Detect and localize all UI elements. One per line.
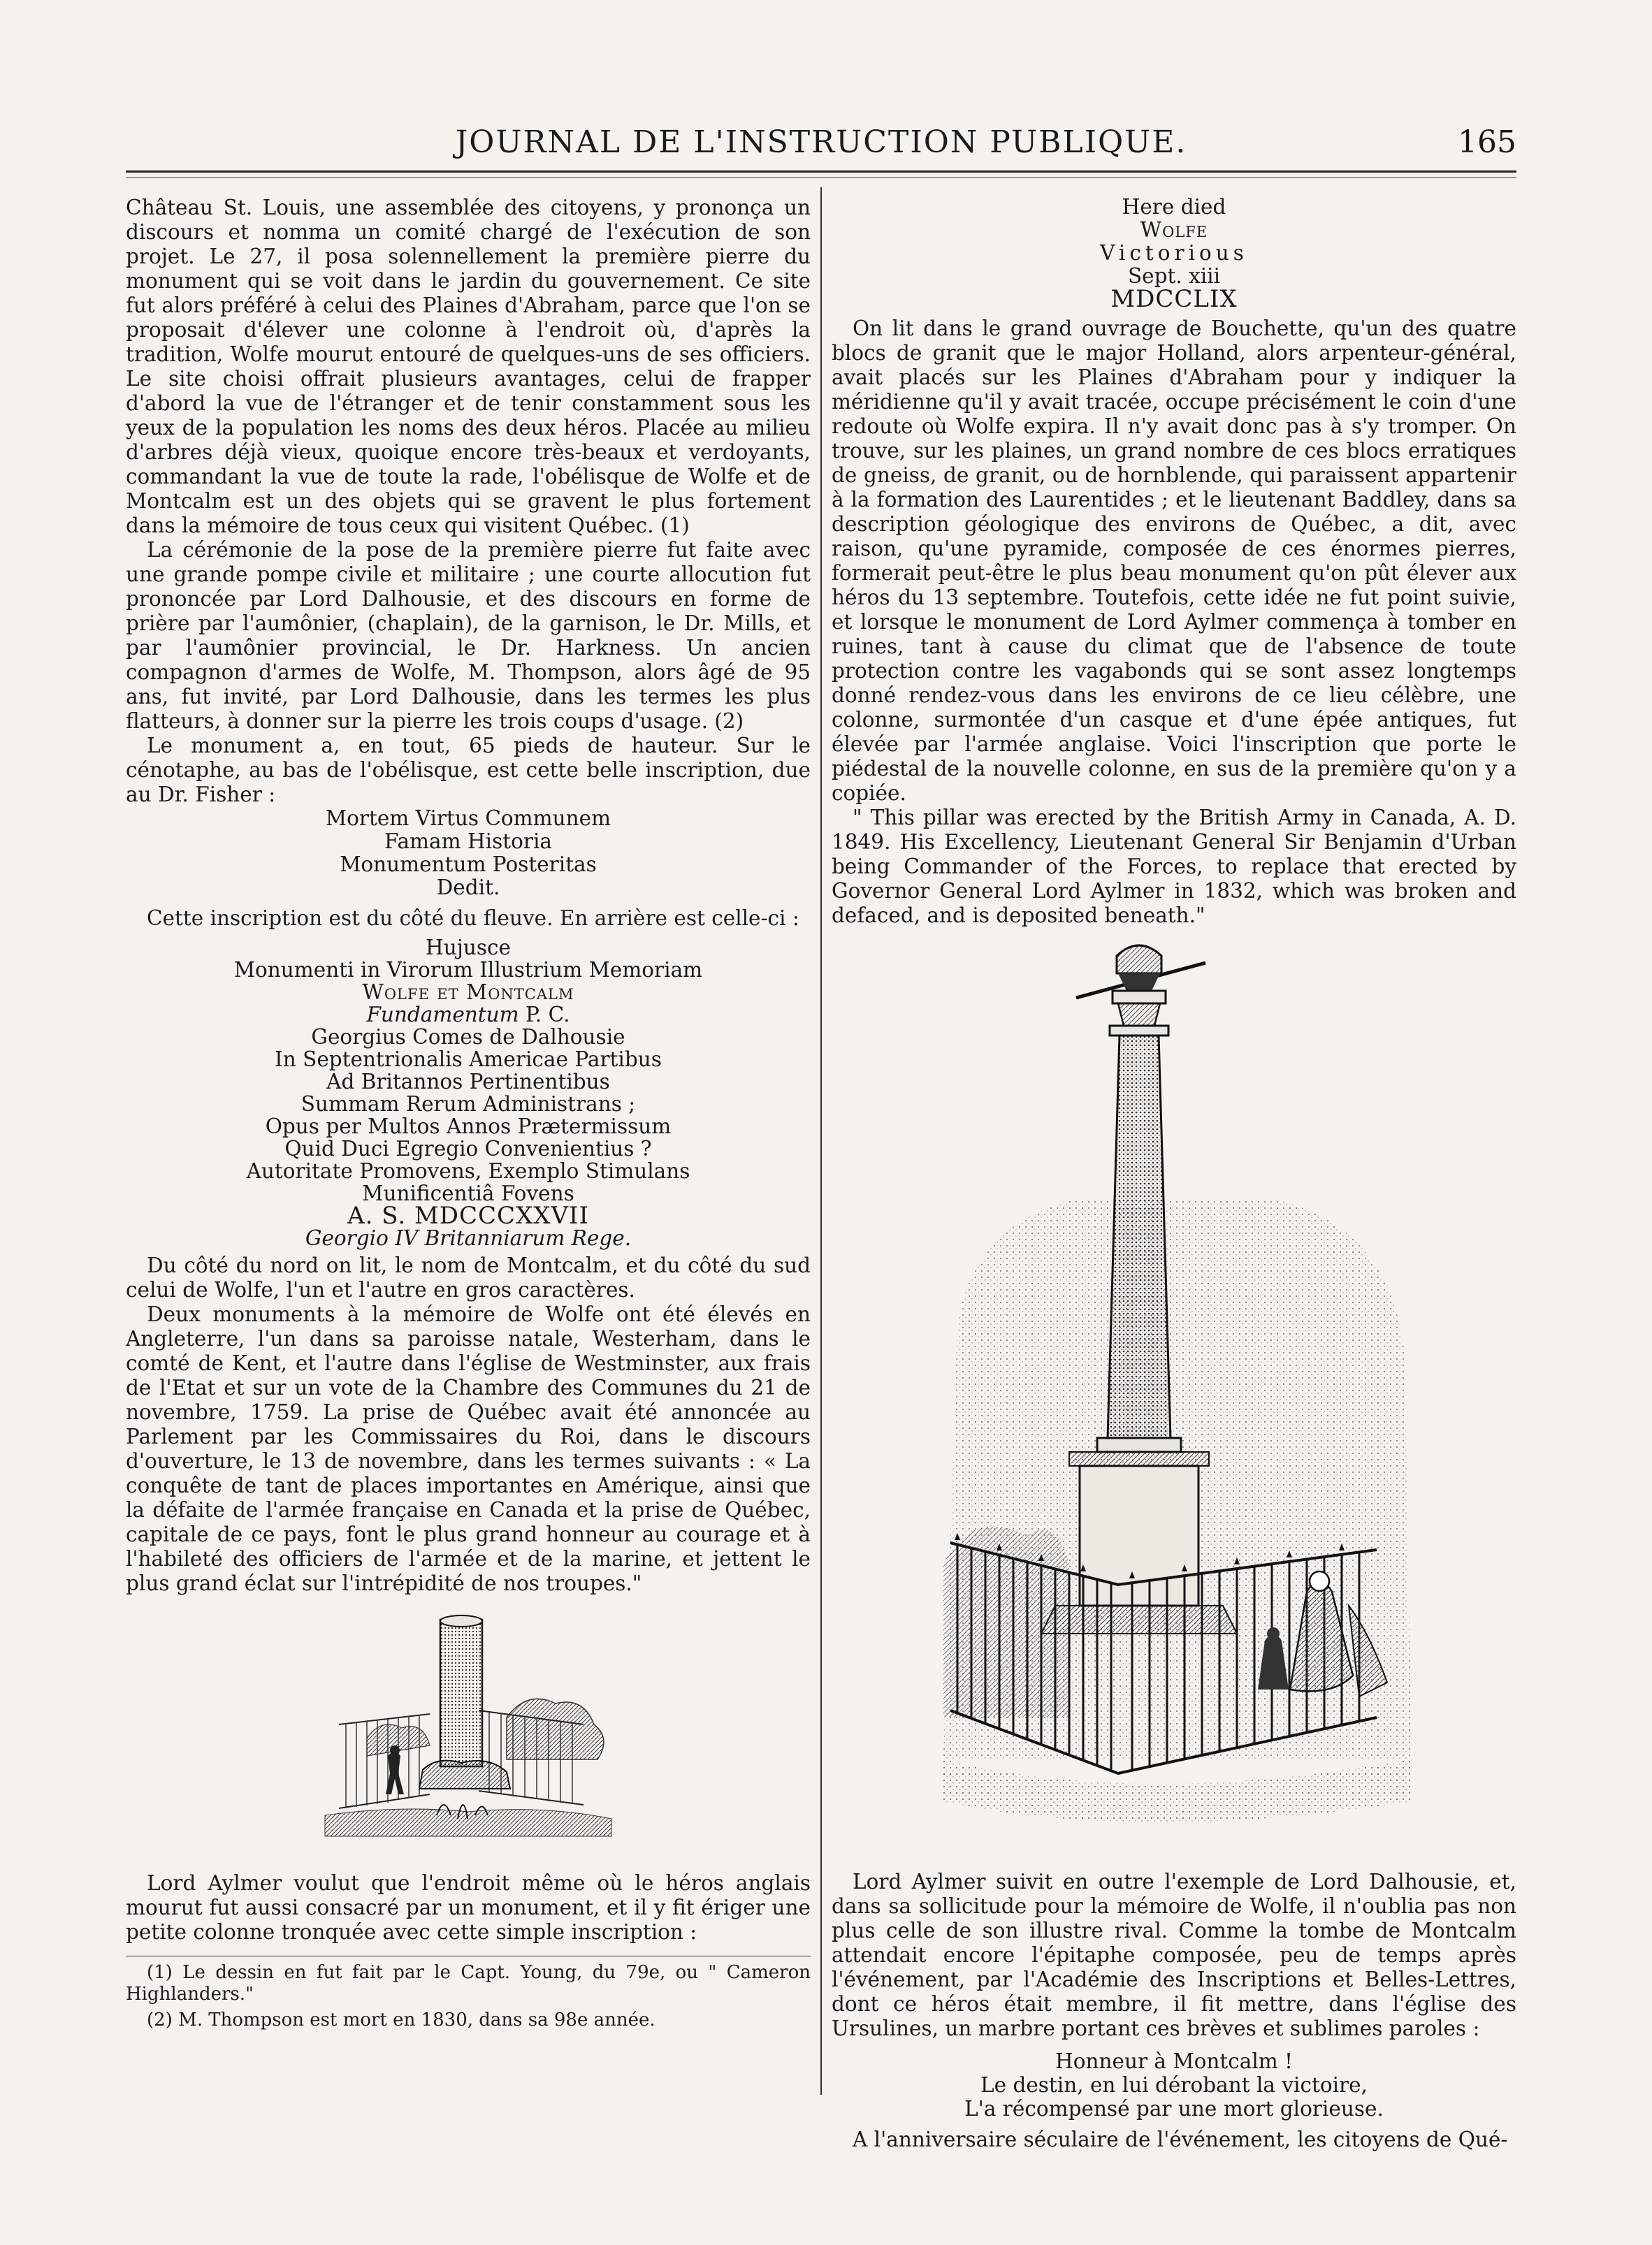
right-column <box>832 196 1516 2152</box>
inscription-line: Victorious <box>1100 241 1248 265</box>
epitaph-montcalm <box>832 2049 1516 2121</box>
inscription-here-died <box>832 196 1516 311</box>
inscription-line: MDCCLIX <box>1110 285 1238 313</box>
inscription-line: In Septentrionalis Americae Partibus <box>275 1047 662 1071</box>
inscription-word: P. C. <box>519 1003 570 1026</box>
inscription-word: Fundamentum <box>366 1003 519 1026</box>
paragraph: Lord Aylmer suivit en outre l'exemple de Lord Dalhousie, et, dans sa sollicitude pour la mémoire de Wolfe, il n'oublia pas non plus celle de son illustre rival. Comme la tombe de Montcalm attendait encore l'épitaphe composée, peu de temps après l'événement, par l'Académie des Inscriptions et Belles-Lettres, dont ce héros était membre, il fit mettre, dans l'église des Ursulines, un marbre portant ces brèves et sublimes paroles : <box>832 1870 1516 2040</box>
paragraph: Château St. Louis, une assemblée des citoyens, y prononça un discours et nomma un comité chargé de l'exécution de son projet. Le 27, il posa solennellement la première pierre du monument qui se voit dans le jardin du gouvernement. Ce site fut alors préféré à celui des Plaines d'Abraham, parce que l'on se proposait d'élever une colonne à l'endroit où, d'après la tradition, Wolfe mourut entouré de quelques-uns de ses officiers. Le site choisi offrait plusieurs avantages, celui de frapper d'abord la vue de l'étranger et de tenir constamment sous les yeux de la population les noms des deux héros. Placée au milieu d'arbres déjà vieux, quoique encore très-beaux et verdoyants, commandant la vue de toute la rade, l'obélisque de Wolfe et de Montcalm est un des objets qui se gravent le plus fortement dans la mémoire de tous ceux qui visitent Québec. (1) <box>126 196 811 537</box>
paragraph: Cette inscription est du côté du fleuve. En arrière est celle-ci : <box>147 906 799 930</box>
paragraph: Deux monuments à la mémoire de Wolfe ont été élevés en Angleterre, l'un dans sa paroisse natale, Westerham, dans le comté de Kent, et l'autre dans l'église de Westminster, aux frais de l'Etat et sur un vote de la Chambre des Communes du 21 de novembre, 1759. La prise de Québec avait été annoncée au Parlement par les Commissaires du Roi, dans le discours d'ouverture, le 13 de novembre, dans les termes suivants : « La conquête de tant de places importantes en Amérique, ainsi que la défaite de l'armée française en Canada et la prise de Québec, capitale de ce pays, font le plus grand honneur au courage et à l'habileté des officiers de l'armée et de la marine, et jettent le plus grand éclat sur l'intrépidité de nos troupes." <box>126 1302 811 1595</box>
inscription-line: Famam Historia <box>384 829 552 853</box>
inscription-line: Quid Duci Egregio Convenientius ? <box>284 1137 652 1161</box>
inscription-line: Sept. xiii <box>1127 264 1221 288</box>
inscription-line: Georgius Comes de Dalhousie <box>311 1025 625 1049</box>
inscription-line: Dedit. <box>436 876 500 899</box>
left-column <box>126 196 811 2031</box>
wolfe-pillar-monument-engraving <box>929 935 1419 1857</box>
page-number: 165 <box>1458 124 1516 160</box>
epitaph-line: Honneur à Montcalm ! <box>1055 2049 1293 2073</box>
header-rule <box>126 170 1516 173</box>
truncated-column-monument-engraving <box>318 1606 618 1864</box>
column-divider <box>820 187 822 2095</box>
paragraph: Le monument a, en tout, 65 pieds de hauteur. Sur le cénotaphe, au bas de l'obélisque, est cette belle inscription, due au Dr. Fisher : <box>126 734 811 806</box>
epitaph-line: L'a récompensé par une mort glorieuse. <box>964 2097 1384 2121</box>
inscription-line: Hujusce <box>426 936 511 959</box>
inscription-line: Wolfe <box>1140 218 1208 242</box>
inscription-fisher <box>126 807 811 899</box>
epitaph-line: Le destin, en lui dérobant la victoire, <box>980 2073 1368 2097</box>
inscription-line: Georgio IV Britanniarum Rege. <box>305 1226 632 1250</box>
paragraph: A l'anniversaire séculaire de l'événement, les citoyens de Qué- <box>853 2128 1508 2151</box>
inscription-line: Monumentum Posteritas <box>340 852 597 876</box>
inscription-line: Autoritate Promovens, Exemplo Stimulans <box>246 1159 690 1183</box>
paragraph: " This pillar was erected by the British Army in Canada, A. D. 1849. His Excellency, Lieutenant General Sir Benjamin d'Urban being Commander of the Forces, to replace that erected by Governor General Lord Aylmer in 1832, which was broken and defaced, and is deposited beneath." <box>832 806 1516 927</box>
inscription-line: Summam Rerum Administrans ; <box>300 1092 636 1116</box>
footnote-1: (1) Le dessin en fut fait par le Capt. Young, du 79e, ou " Cameron Highlanders." <box>126 1962 811 2005</box>
inscription-line: A. S. MDCCCXXVII <box>347 1202 589 1230</box>
inscription-line: Opus per Multos Annos Prætermissum <box>265 1114 672 1138</box>
footnote-2: (2) M. Thompson est mort en 1830, dans sa 98e année. <box>147 2010 655 2030</box>
inscription-line: Ad Britannos Pertinentibus <box>326 1070 610 1094</box>
inscription-dalhousie <box>126 936 811 1249</box>
paragraph: On lit dans le grand ouvrage de Bouchette, qu'un des quatre blocs de granit que le major Holland, alors arpenteur-général, avait placés sur les Plaines d'Abraham pour y indiquer la méridienne qu'il y avait tracée, occupe précisément le coin d'une redoute où Wolfe expira. Il n'y avait donc pas à s'y tromper. On trouve, sur les plaines, un grand nombre de ces blocs erratiques de gneiss, de granit, ou de hornblende, qui paraissent appartenir à la formation des Laurentides ; et le lieutenant Baddley, dans sa description géologique des environs de Québec, a dit, avec raison, qu'une pyramide, composée de ces énormes pierres, formerait peut-être le plus beau monument qu'on pût élever aux héros du 13 septembre. Toutefois, cette idée ne fut point suivie, et lorsque le monument de Lord Aylmer commença à tomber en ruines, tant à cause du climat que de l'absence de toute protection contre les vagabonds qui se sont assez longtemps donné rendez-vous dans les environs de ce lieu célèbre, une colonne, surmontée d'un casque et d'une épée antiques, fut élevée par l'armée anglaise. Voici l'inscription que porte le piédestal de la nouvelle colonne, en sus de la première qu'on y a copiée. <box>832 317 1516 805</box>
inscription-line: Munificentiâ Fovens <box>362 1182 574 1205</box>
paragraph: Lord Aylmer voulut que l'endroit même où le héros anglais mourut fut aussi consacré par un monument, et il y fit ériger une petite colonne tronquée avec cette simple inscription : <box>126 1871 811 1944</box>
running-head <box>126 119 1516 168</box>
inscription-line: Monumenti in Virorum Illustrium Memoriam <box>233 958 703 982</box>
inscription-line <box>126 1003 811 1026</box>
paragraph: Du côté du nord on lit, le nom de Montcalm, et du côté du sud celui de Wolfe, l'un et l'autre en gros caractères. <box>126 1254 811 1302</box>
inscription-line: Wolfe et Montcalm <box>362 980 574 1004</box>
inscription-line: Mortem Virtus Communem <box>325 806 611 830</box>
inscription-line: Here died <box>1122 195 1226 219</box>
header-rule-thin <box>126 177 1516 178</box>
journal-title: JOURNAL DE L'INSTRUCTION PUBLIQUE. <box>455 124 1187 160</box>
paragraph: La cérémonie de la pose de la première pierre fut faite avec une grande pompe civile et militaire ; une courte allocution fut prononcée par Lord Dalhousie, et des discours en forme de prière par l'aumônier, (chaplain), de la garnison, le Dr. Mills, et par l'aumônier provincial, le Dr. Harkness. Un ancien compagnon d'armes de Wolfe, M. Thompson, alors âgé de 95 ans, fut invité, par Lord Dalhousie, dans les termes les plus flatteurs, à donner sur la pierre les trois coups d'usage. (2) <box>126 538 811 733</box>
